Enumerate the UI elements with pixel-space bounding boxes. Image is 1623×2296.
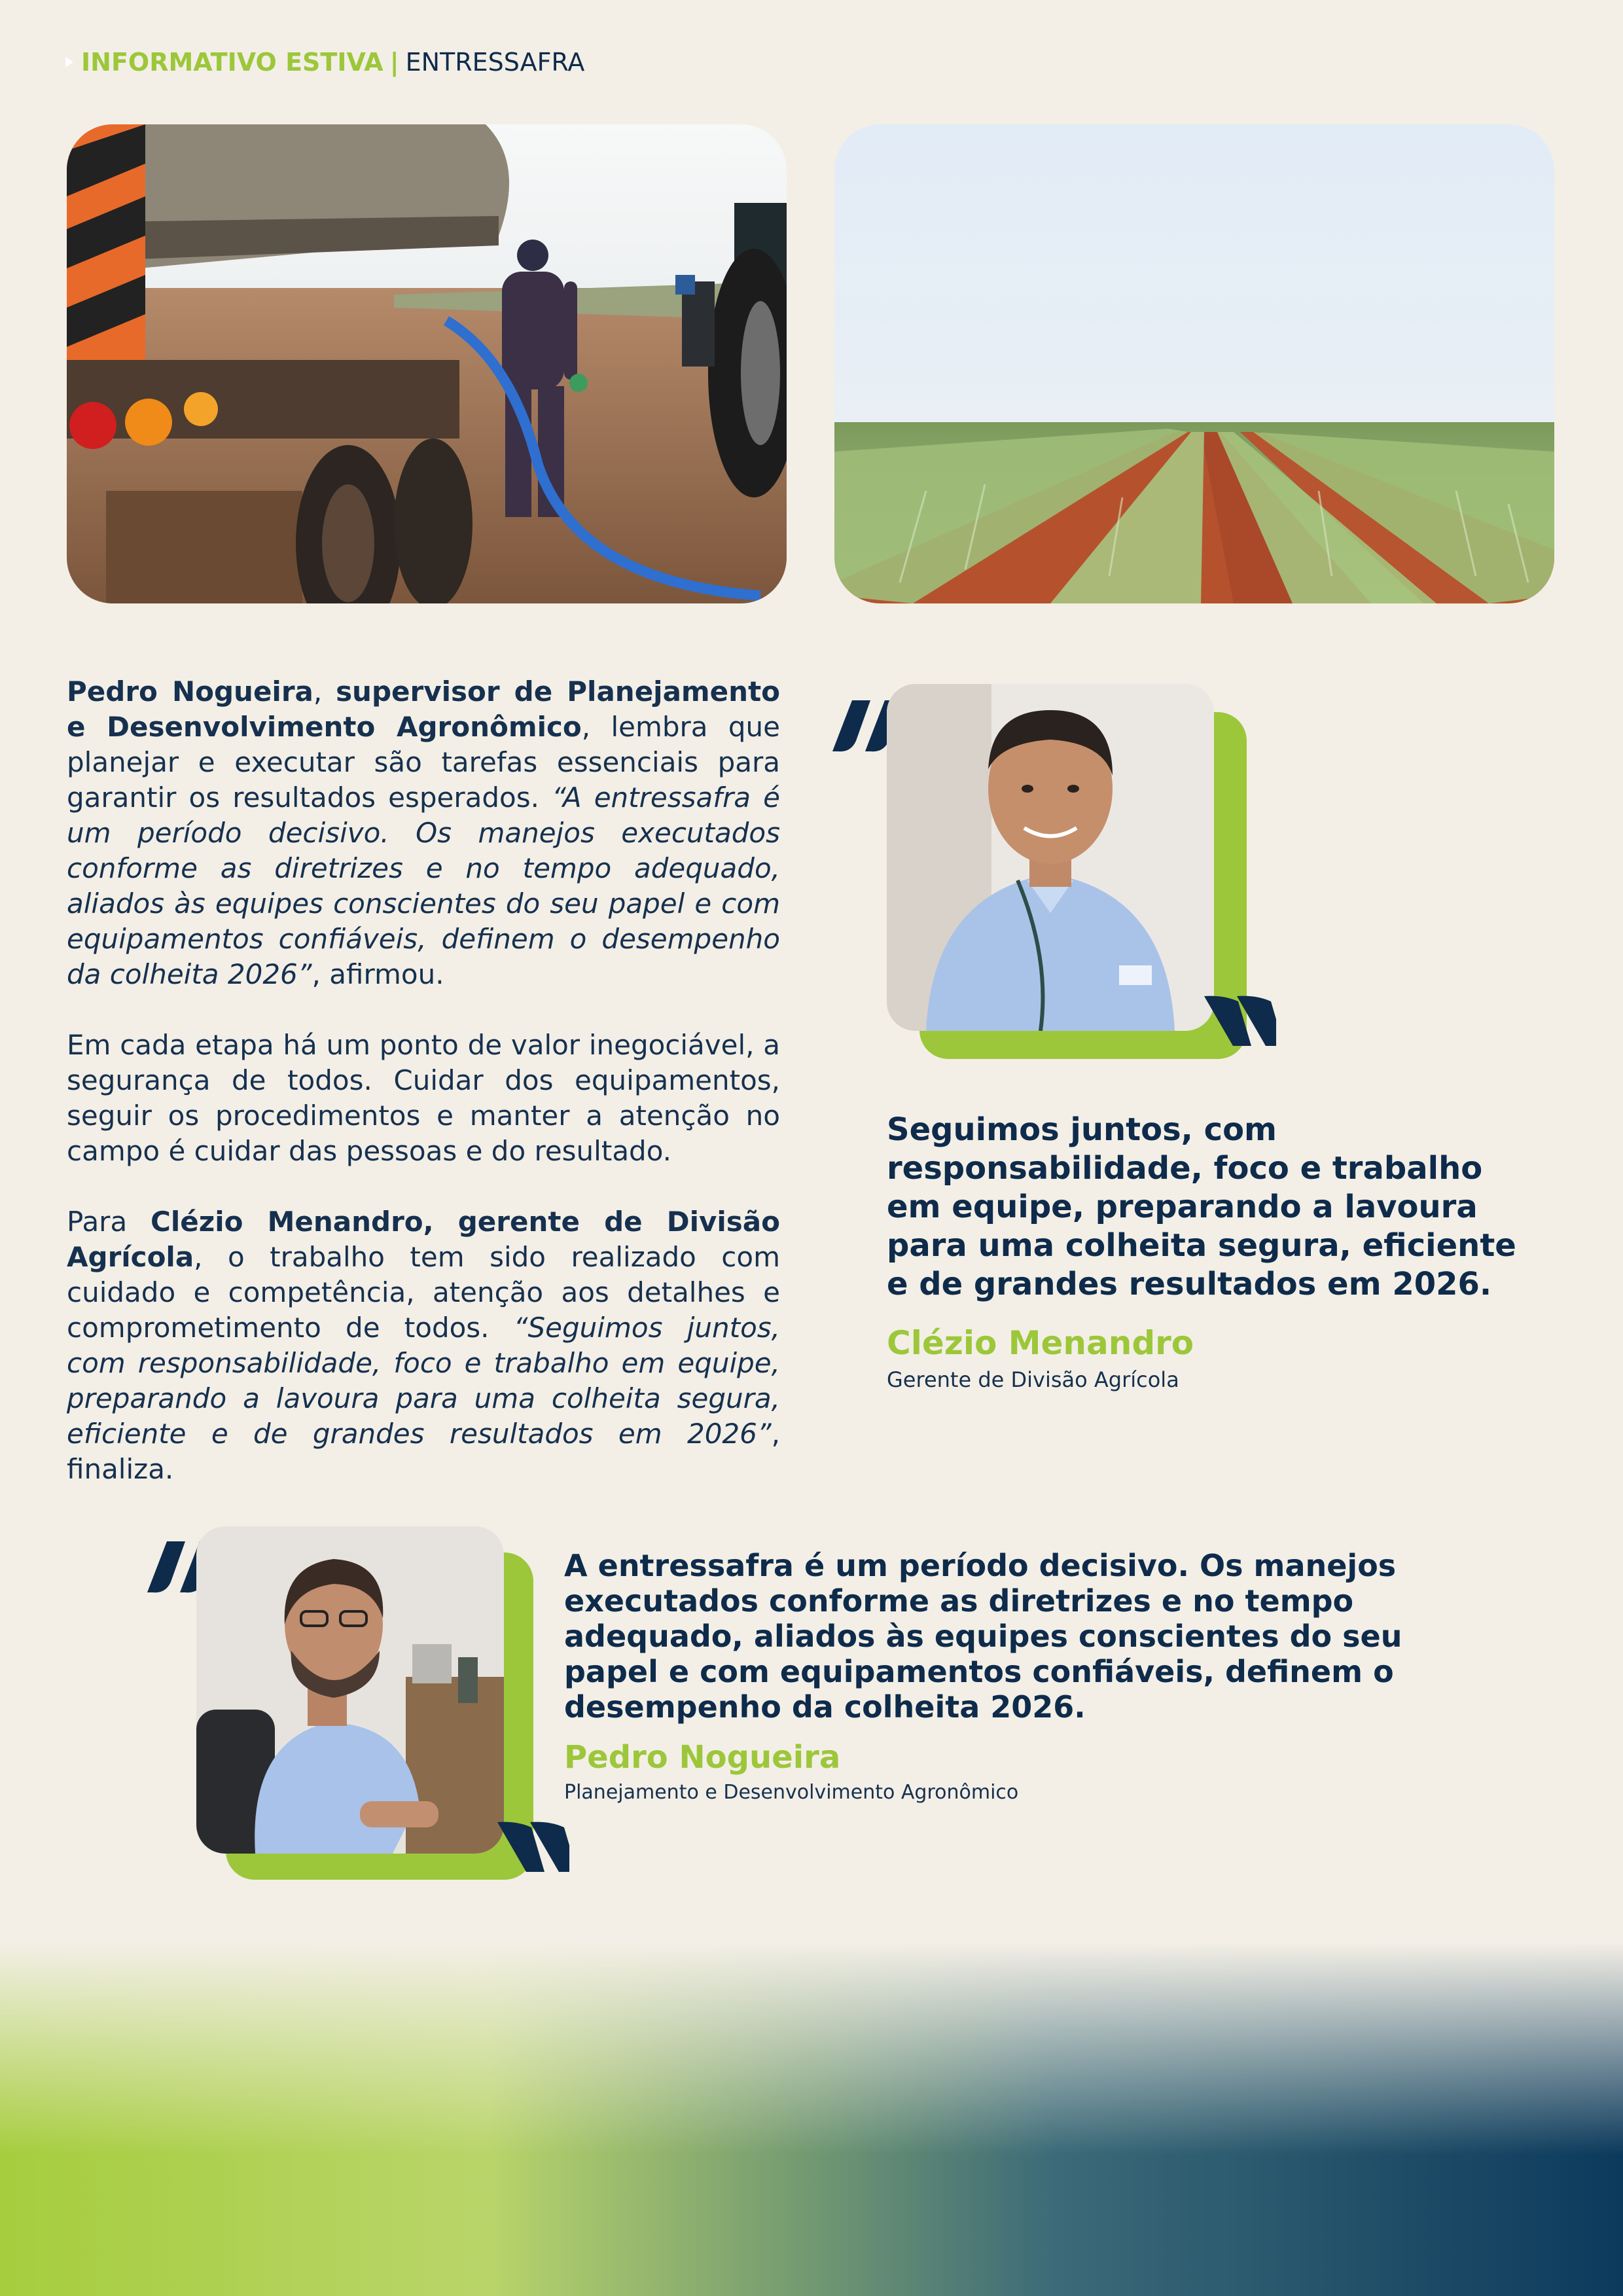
page-header	[65, 46, 584, 79]
truck-worker-illustration	[67, 124, 787, 603]
pull-quote-2-name: Pedro Nogueira	[564, 1739, 841, 1776]
pull-quote-1-name: Clézio Menandro	[887, 1324, 1194, 1362]
portrait-clezio-illustration	[887, 684, 1214, 1031]
inline-quote: “Seguimos juntos, com responsabilidade, foco e trabalho em equipe, preparando a lavoura para uma colheita segura, eficiente e de grandes resultados em 2026”	[67, 1312, 780, 1450]
pull-quote-1-role: Gerente de Divisão Agrícola	[887, 1367, 1179, 1392]
close-quote-icon	[497, 1821, 569, 1873]
paragraph-3	[67, 1204, 780, 1487]
article-body	[67, 674, 780, 1522]
person-name-role: Clézio Menandro, gerente de Divisão Agrícola	[67, 1206, 780, 1273]
triangle-marker-icon	[65, 57, 73, 67]
field-illustration	[834, 124, 1554, 603]
portrait-pedro	[196, 1526, 504, 1854]
pull-quote-2: A entressafra é um período decisivo. Os manejos executados conforme as diretrizes e no tempo adequado, aliados às equipes conscientes do seu papel e com equipamentos confiáveis, definem o desempenho da colheita 2026.	[564, 1548, 1402, 1725]
text-fragment: , o trabalho tem sido realizado com cuidado e competência, atenção aos detalhes e comprometimento de todos.	[67, 1241, 780, 1344]
person-name: Pedro Nogueira	[67, 675, 313, 708]
paragraph-2: Em cada etapa há um ponto de valor inegociável, a segurança de todos. Cuidar dos equipamentos, seguir os procedimentos e manter a atenção no campo é cuidar das pessoas e do resultado.	[67, 1029, 780, 1167]
portrait-pedro-illustration	[196, 1526, 504, 1854]
pull-quote-1: Seguimos juntos, com responsabilidade, foco e trabalho em equipe, preparando a lavoura para uma colheita segura, eficiente e de grandes resultados em 2026.	[887, 1111, 1516, 1302]
header-section: INFORMATIVO ESTIVA	[81, 48, 383, 77]
header-separator: |	[389, 48, 399, 77]
text-fragment: Para	[67, 1206, 151, 1238]
paragraph-1	[67, 674, 780, 992]
close-quote-icon	[1204, 995, 1276, 1047]
text-fragment: ,	[313, 675, 336, 708]
portrait-clezio	[887, 684, 1214, 1031]
text-fragment: , lembra que planejar e executar são tarefas essenciais para garantir os resultados esperados.	[67, 711, 780, 814]
inline-quote: “A entressafra é um período decisivo. Os manejos executados conforme as diretrizes e no tempo adequado, aliados às equipes conscientes do seu papel e com equipamentos confiáveis, definem o desempenho da colheita 2026”	[67, 781, 780, 990]
photo-truck-worker	[67, 124, 787, 603]
person-role: supervisor de Planejamento e Desenvolvimento Agronômico	[67, 675, 780, 743]
pull-quote-2-role: Planejamento e Desenvolvimento Agronômico	[564, 1781, 1019, 1804]
header-topic: ENTRESSAFRA	[405, 48, 585, 77]
text-fragment: , finaliza.	[67, 1418, 780, 1485]
photo-sugarcane-field	[834, 124, 1554, 603]
footer-gradient-band	[0, 1943, 1623, 2296]
text-fragment: , afirmou.	[312, 958, 444, 990]
